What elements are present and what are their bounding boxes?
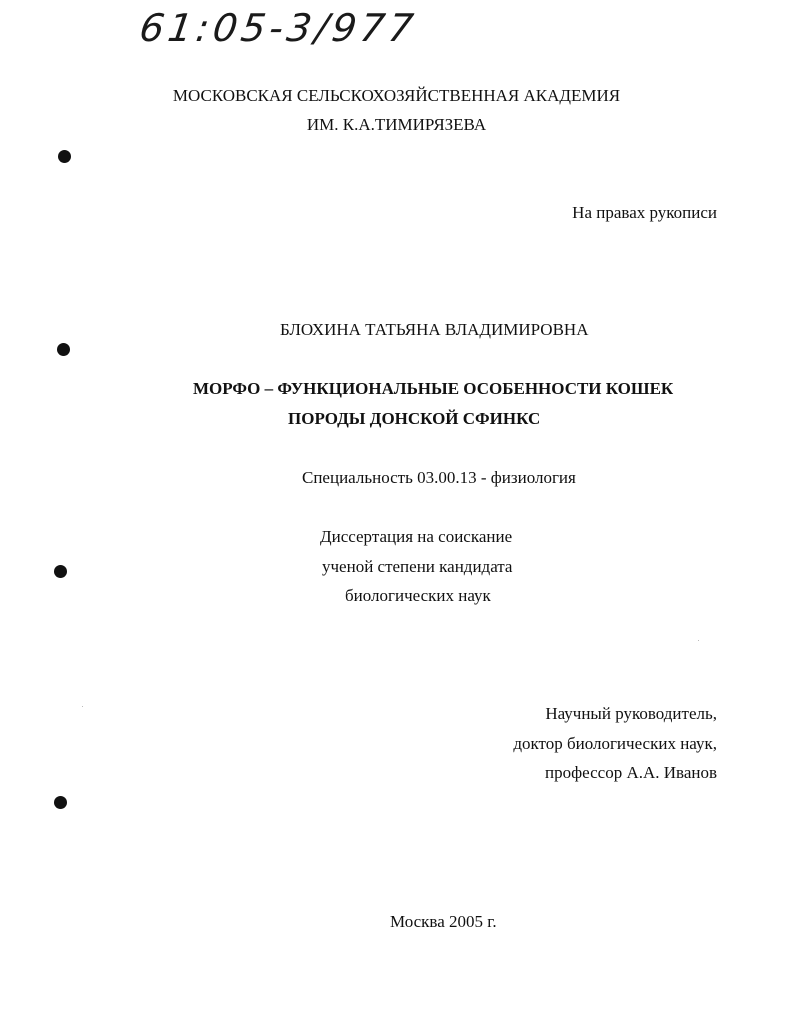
title-line-2: ПОРОДЫ ДОНСКОЙ СФИНКС [288, 409, 541, 428]
degree-line-1: Диссертация на соискание [320, 527, 513, 546]
supervisor-line-1: Научный руководитель, [545, 704, 717, 723]
title-line-1: МОРФО – ФУНКЦИОНАЛЬНЫЕ ОСОБЕННОСТИ КОШЕК [193, 379, 674, 398]
scan-speck [82, 706, 83, 707]
degree-line-3: биологических наук [345, 586, 491, 605]
punch-hole-mark [54, 796, 67, 809]
author-name: БЛОХИНА ТАТЬЯНА ВЛАДИМИРОВНА [280, 320, 589, 339]
archive-number-handwritten: 61:05-3/977 [136, 6, 420, 50]
supervisor-line-3: профессор А.А. Иванов [545, 763, 717, 782]
institution-line-1: МОСКОВСКАЯ СЕЛЬСКОХОЗЯЙСТВЕННАЯ АКАДЕМИЯ [172, 86, 621, 105]
punch-hole-mark [57, 343, 70, 356]
institution-line-2: ИМ. К.А.ТИМИРЯЗЕВА [306, 115, 487, 134]
degree-line-2: ученой степени кандидата [322, 557, 513, 576]
punch-hole-mark [54, 565, 67, 578]
supervisor-line-2: доктор биологических наук, [513, 734, 717, 753]
scan-speck [698, 640, 699, 641]
city-year: Москва 2005 г. [390, 912, 497, 931]
manuscript-rights: На правах рукописи [572, 203, 717, 222]
punch-hole-mark [58, 150, 71, 163]
specialty: Специальность 03.00.13 - физиология [302, 468, 576, 487]
